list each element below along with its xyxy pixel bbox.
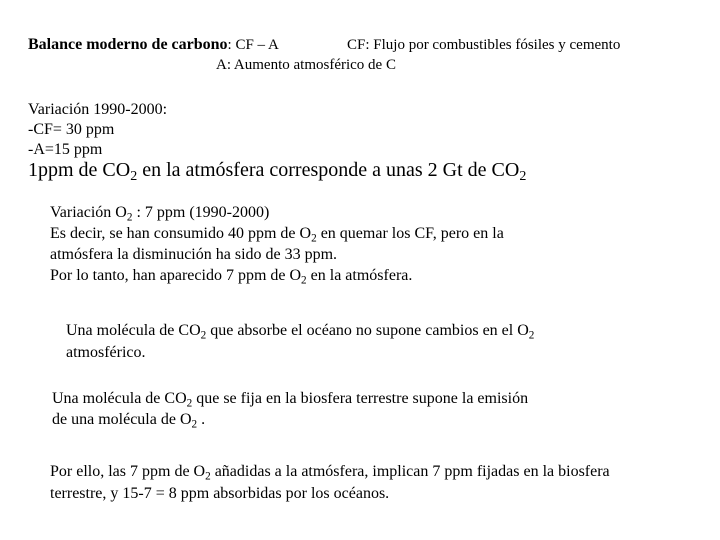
oxygen-l1-text-2: : 7 ppm (1990-2000) — [132, 204, 270, 221]
biosphere-line-1 — [52, 390, 529, 410]
ocean-line-2: atmosférico. — [66, 344, 146, 361]
variation-heading: Variación 1990-2000: — [28, 101, 168, 118]
oxygen-line-2 — [50, 225, 504, 245]
biosphere-l2-text-2: . — [197, 411, 206, 428]
ppm-sub1: 2 — [130, 169, 138, 185]
oxygen-l4-sub: 2 — [301, 274, 307, 287]
ocean-l1-text: Una molécula de CO — [66, 322, 201, 339]
biosphere-line-2 — [52, 411, 206, 431]
title-line — [28, 37, 279, 53]
ocean-line-1 — [66, 322, 535, 342]
ocean-l1-text-2: que absorbe el océano no supone cambios en el O — [206, 322, 529, 339]
title-formula: : CF – A — [227, 37, 279, 53]
ppm-sub2: 2 — [519, 169, 527, 185]
conclusion-line-2: terrestre, y 15-7 = 8 ppm absorbidas por los océanos. — [50, 485, 390, 502]
ppm-part2: en la atmósfera corresponde a unas 2 Gt de CO — [137, 159, 520, 181]
oxygen-l2-text-2: en quemar los CF, pero en la — [316, 225, 504, 242]
biosphere-l1-text-2: que se fija en la biosfera terrestre supone la emisión — [192, 390, 529, 407]
a-value: -A=15 ppm — [28, 141, 103, 158]
oxygen-l1-text: Variación O — [50, 204, 127, 221]
title-bold: Balance moderno de carbono — [28, 36, 228, 53]
biosphere-l1-sub: 2 — [186, 397, 193, 410]
ppm-part1: 1ppm de CO — [28, 159, 131, 181]
cf-value: -CF= 30 ppm — [28, 121, 115, 138]
biosphere-l2-sub: 2 — [191, 418, 198, 431]
oxygen-line-4 — [50, 267, 413, 287]
ocean-l1-sub-2: 2 — [528, 329, 535, 342]
a-definition: A: Aumento atmosférico de C — [216, 57, 396, 73]
conclusion-l1-text-2: añadidas a la atmósfera, implican 7 ppm fijadas en la biosfera — [210, 463, 610, 480]
oxygen-line-3: atmósfera la disminución ha sido de 33 ppm. — [50, 246, 338, 263]
ppm-statement — [28, 159, 527, 185]
conclusion-l1-sub: 2 — [205, 470, 211, 483]
oxygen-l2-sub: 2 — [311, 232, 317, 245]
cf-definition: CF: Flujo por combustibles fósiles y cemento — [347, 37, 621, 53]
oxygen-l4-text: Por lo tanto, han aparecido 7 ppm de O — [50, 267, 302, 284]
biosphere-l1-text: Una molécula de CO — [52, 390, 187, 407]
conclusion-line-1 — [50, 463, 610, 483]
biosphere-l2-text: de una molécula de O — [52, 411, 192, 428]
oxygen-l2-text: Es decir, se han consumido 40 ppm de O — [50, 225, 312, 242]
oxygen-line-1 — [50, 204, 270, 224]
conclusion-l1-text: Por ello, las 7 ppm de O — [50, 463, 206, 480]
oxygen-l4-text-2: en la atmósfera. — [306, 267, 413, 284]
oxygen-l1-sub: 2 — [126, 211, 133, 224]
ocean-l1-sub: 2 — [200, 329, 207, 342]
